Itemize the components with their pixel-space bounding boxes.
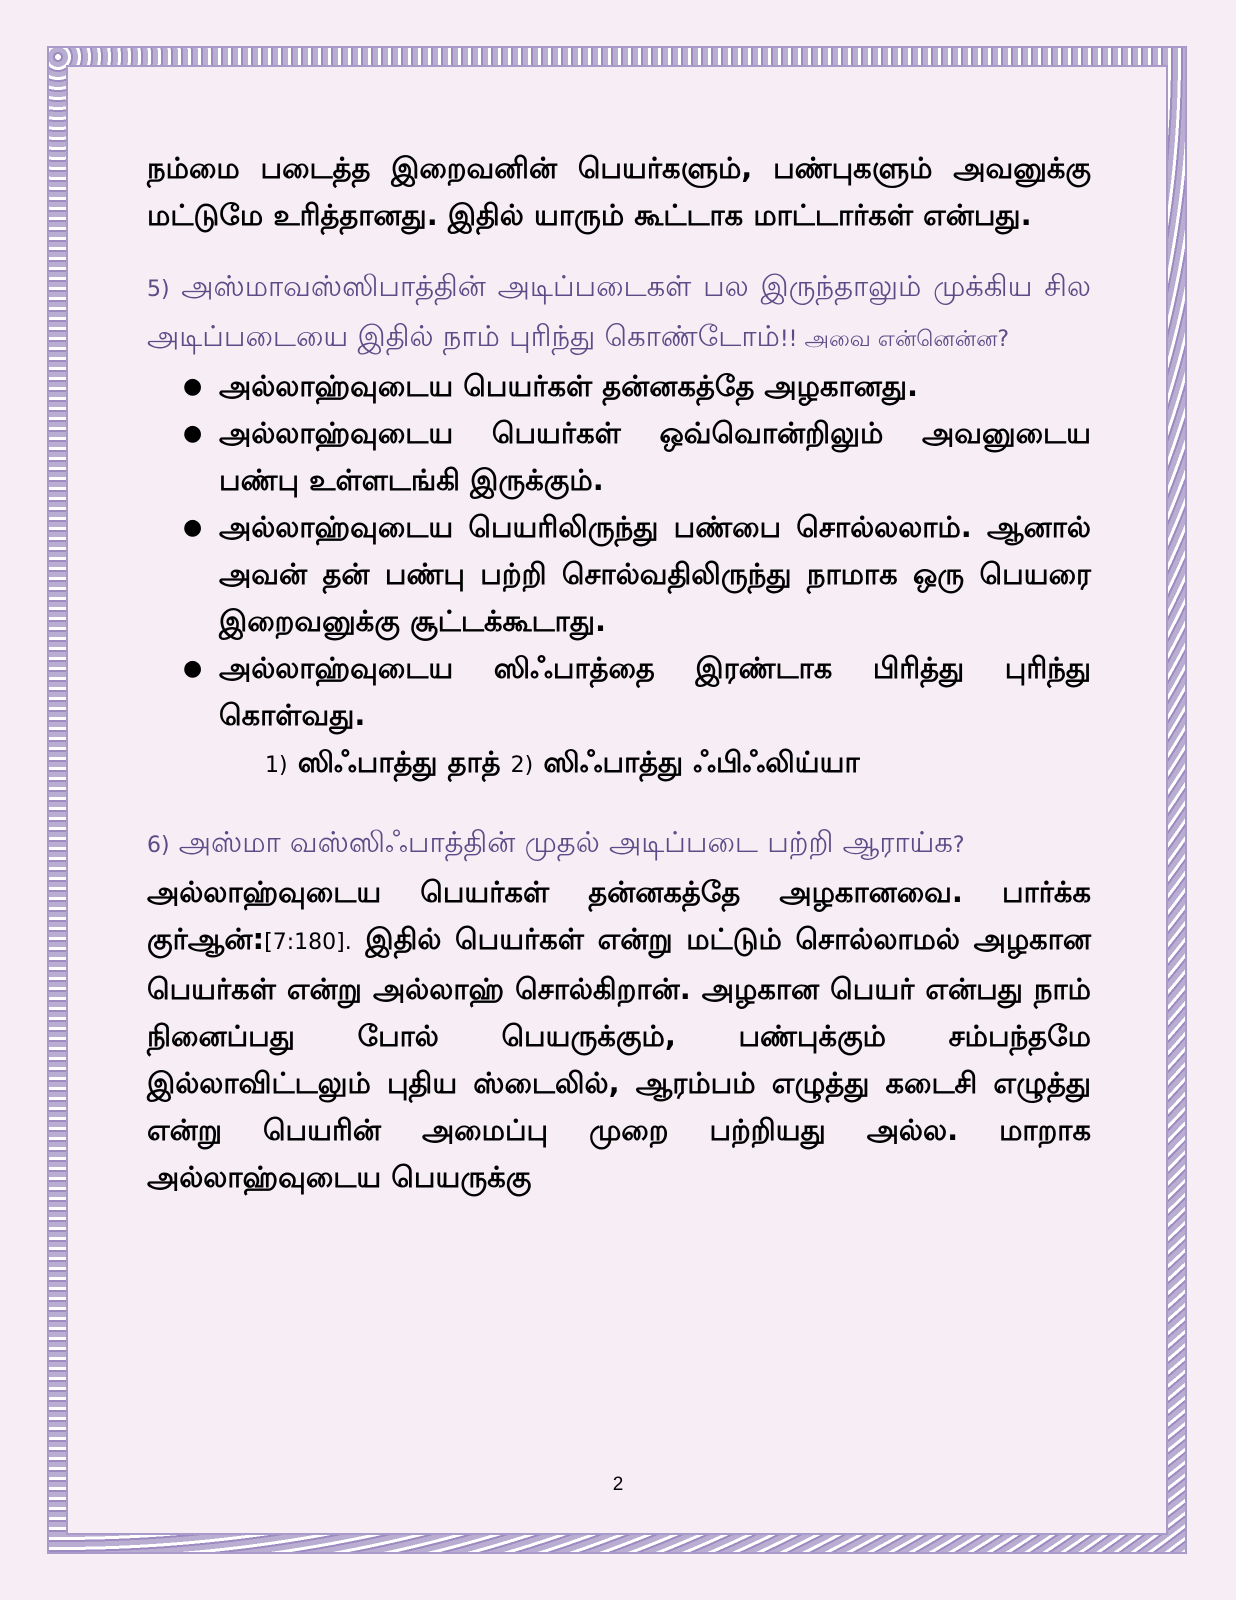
question-6-number: 6) [147,833,170,858]
sub-item-2-number: 2) [510,753,534,778]
list-item [183,504,1091,645]
question-6 [147,819,1091,869]
list-item [183,363,1091,410]
bullet-icon: ● [183,515,203,540]
answer-6-part1: அல்லாஹ்வுடைய பெயர்கள் தன்னகத்தே அழகானவை. பார்க்க குர்ஆன்: [147,875,1091,956]
sifat-sub-items [147,739,1091,789]
answer-6-paragraph [147,869,1091,1201]
bullet-icon: ● [183,656,203,681]
quran-reference: [7:180]. [264,930,352,955]
bullet-icon: ● [183,374,203,399]
list-item-text: அல்லாஹ்வுடைய பெயர்கள் தன்னகத்தே அழகானது. [219,369,918,403]
page-number: 2 [612,1474,624,1495]
list-item-text: அல்லாஹ்வுடைய பெயர்கள் ஒவ்வொன்றிலும் அவனுடைய பண்பு உள்ளடங்கி இருக்கும். [219,416,1091,497]
sub-item-1-text: ஸிஃபாத்து தாத் [287,745,511,779]
sub-item-1-number: 1) [265,753,288,778]
list-item [183,645,1091,739]
question-5 [147,263,1091,363]
question-5-suffix: !! அவை என்னென்ன? [779,327,1010,352]
intro-paragraph: நம்மை படைத்த இறைவனின் பெயர்களும், பண்புகளும் அவனுக்கு மட்டுமே உரித்தானது. இதில் யாரும் கூட்டாக மாட்டார்கள் என்பது. [147,151,1091,232]
sub-item-2-text: ஸிஃபாத்து ஃபிஃலிய்யா [533,745,860,779]
answer-5-list [147,363,1091,739]
answer-6-part2: இதில் பெயர்கள் என்று மட்டும் சொல்லாமல் அழகான பெயர்கள் என்று அல்லாஹ் சொல்கிறான். அழகான பெயர் என்பது நாம் நினைப்பது போல் பெயருக்கும், பண்புக்கும் சம்பந்தமே இல்லாவிட்டலும் புதிய ஸ்டைலில், ஆரம்பம் எழுத்து கடைசி எழுத்து என்று பெயரின் அமைப்பு முறை பற்றியது அல்ல. மாறாக அல்லாஹ்வுடைய பெயருக்கு [147,922,1091,1194]
question-6-suffix: ? [952,833,965,858]
list-item-text: அல்லாஹ்வுடைய பெயரிலிருந்து பண்பை சொல்லலாம். ஆனால் அவன் தன் பண்பு பற்றி சொல்வதிலிருந்து நாமாக ஒரு பெயரை இறைவனுக்கு சூட்டக்கூடாது. [219,510,1091,638]
page-content [147,145,1091,1201]
list-item [183,410,1091,504]
question-6-text: அஸ்மா வஸ்ஸிஃபாத்தின் முதல் அடிப்படை பற்றி ஆராய்க [169,825,953,859]
list-item-text: அல்லாஹ்வுடைய ஸிஃபாத்தை இரண்டாக பிரித்து புரிந்து கொள்வது. [219,651,1091,732]
question-5-number: 5) [147,277,170,302]
question-5-text: அஸ்மாவஸ்ஸிபாத்தின் அடிப்படைகள் பல இருந்தாலும் முக்கிய சில அடிப்படையை இதில் நாம் புரிந்து கொண்டோம் [147,269,1091,353]
bullet-icon: ● [183,421,203,446]
